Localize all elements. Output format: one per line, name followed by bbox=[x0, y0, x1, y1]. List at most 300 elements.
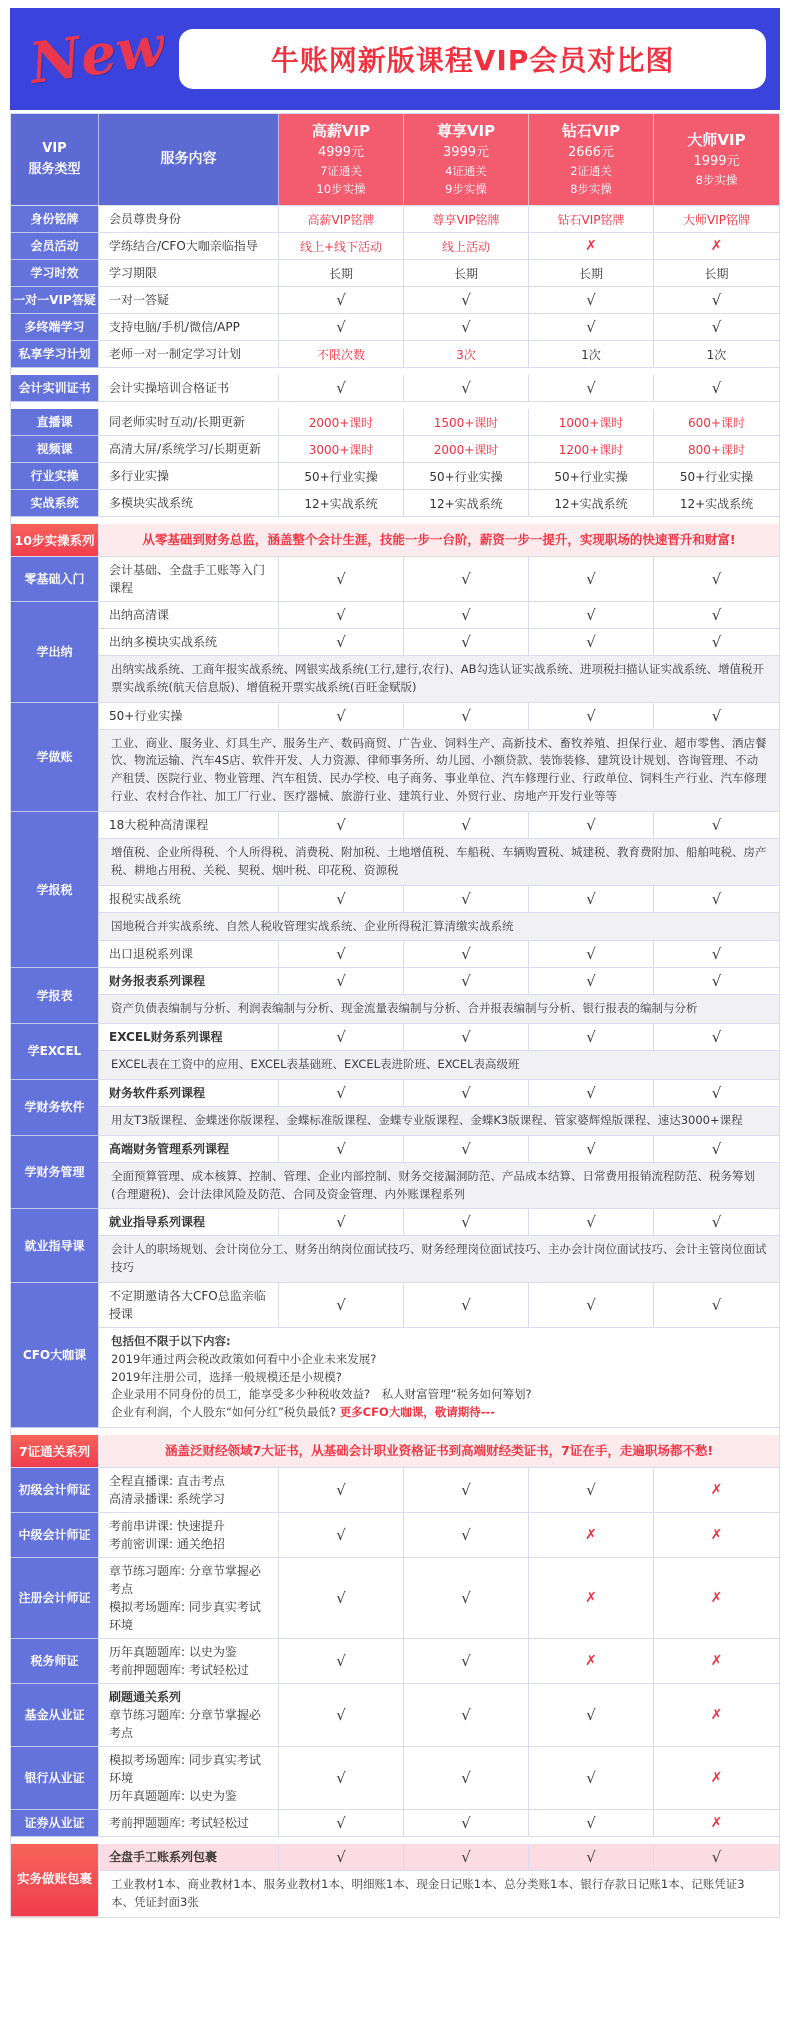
plan-value-cell bbox=[404, 206, 529, 232]
sidebar-label: 就业指导课 bbox=[11, 1209, 99, 1283]
detail-row: 增值税、企业所得税、个人所得税、消费税、附加税、土地增值税、车船税、车辆购置税、城建税、教育费附加、船舶吨税、房产税、耕地占用税、关税、契税、烟叶税、印花税、资源税 bbox=[99, 839, 779, 886]
row-gap bbox=[11, 402, 779, 409]
plan-value-cell bbox=[529, 703, 654, 729]
table-group bbox=[11, 233, 779, 260]
value-text: 1次 bbox=[581, 347, 601, 362]
check-icon: √ bbox=[461, 815, 471, 834]
service-content-cell: 出纳多模块实战系统 bbox=[99, 629, 279, 655]
check-icon: √ bbox=[336, 1083, 346, 1102]
plan-value-cell bbox=[529, 941, 654, 967]
plan-value-cell bbox=[529, 314, 654, 340]
table-group bbox=[11, 1810, 779, 1837]
text-segment: 更多CFO大咖课，敬请期待--- bbox=[339, 1405, 496, 1420]
group-rows bbox=[99, 1080, 779, 1136]
group-rows bbox=[99, 1810, 779, 1837]
text-line bbox=[111, 1386, 767, 1404]
group-rows bbox=[99, 812, 779, 968]
group-rows bbox=[99, 1684, 779, 1747]
check-icon: √ bbox=[586, 972, 596, 991]
plan-value-cell bbox=[654, 886, 779, 912]
sidebar-label: 一对一VIP答疑 bbox=[11, 287, 99, 314]
check-icon: √ bbox=[461, 1589, 471, 1608]
check-icon: √ bbox=[336, 1769, 346, 1788]
text-segment: 高清录播课: 系统学习 bbox=[109, 1492, 225, 1507]
service-content-cell: 全盘手工账系列包裹 bbox=[99, 1844, 279, 1870]
plan-value-cell bbox=[279, 1468, 404, 1512]
plan-header bbox=[279, 114, 404, 205]
service-content-cell: 高清大屏/系统学习/长期更新 bbox=[99, 436, 279, 462]
plan-value-cell bbox=[529, 629, 654, 655]
check-icon: √ bbox=[461, 1083, 471, 1102]
plan-value-cell bbox=[654, 557, 779, 601]
table-group bbox=[11, 206, 779, 233]
plan-value-cell bbox=[279, 1810, 404, 1836]
check-icon: √ bbox=[711, 1213, 722, 1232]
vip-type-header bbox=[11, 114, 99, 205]
service-content-cell: 会计实操培训合格证书 bbox=[99, 375, 279, 401]
check-icon: √ bbox=[586, 1481, 596, 1500]
group-rows bbox=[99, 409, 779, 436]
text-segment: 考前押题题库: 考试轻松过 bbox=[109, 1816, 249, 1831]
cross-icon: ✗ bbox=[585, 238, 597, 255]
plan-price: 2666元 bbox=[567, 145, 615, 161]
plan-value-cell bbox=[404, 1283, 529, 1327]
check-icon: √ bbox=[711, 633, 722, 652]
plan-value-cell bbox=[279, 1283, 404, 1327]
sidebar-label: 学EXCEL bbox=[11, 1024, 99, 1080]
check-icon: √ bbox=[336, 889, 346, 908]
section-banner-label: 7证通关系列 bbox=[11, 1435, 99, 1467]
plan-value-cell bbox=[654, 1080, 779, 1106]
plan-value-cell bbox=[529, 206, 654, 232]
check-icon: √ bbox=[461, 570, 471, 589]
plan-value-cell bbox=[654, 1684, 779, 1746]
plan-value-cell bbox=[279, 812, 404, 838]
sidebar-label: 私享学习计划 bbox=[11, 341, 99, 368]
plan-value-cell bbox=[279, 490, 404, 516]
table-row bbox=[99, 409, 779, 436]
check-icon: √ bbox=[586, 706, 596, 725]
value-text: 1500+课时 bbox=[433, 415, 499, 430]
plan-value-cell bbox=[529, 1684, 654, 1746]
plan-value-cell bbox=[529, 1747, 654, 1809]
service-content-cell: 学练结合/CFO大咖亲临指导 bbox=[99, 233, 279, 259]
plan-price: 4999元 bbox=[317, 145, 365, 161]
value-text: 12+实战系统 bbox=[304, 496, 378, 511]
table-row bbox=[99, 1136, 779, 1163]
group-rows bbox=[99, 233, 779, 260]
plan-value-cell bbox=[404, 629, 529, 655]
plan-value-cell bbox=[529, 1209, 654, 1235]
page-title: 牛账网新版课程VIP会员对比图 bbox=[270, 44, 675, 77]
plan-header bbox=[404, 114, 529, 205]
check-icon: √ bbox=[461, 633, 471, 652]
table-row bbox=[99, 1810, 779, 1837]
sidebar-label: 银行从业证 bbox=[11, 1747, 99, 1810]
plan-value-cell bbox=[654, 436, 779, 462]
table-group bbox=[11, 287, 779, 314]
check-icon: √ bbox=[711, 706, 722, 725]
check-icon: √ bbox=[586, 379, 596, 398]
sidebar-label: 会计实训证书 bbox=[11, 375, 99, 402]
sidebar-label: 学报税 bbox=[11, 812, 99, 968]
text-line bbox=[111, 1404, 767, 1422]
sidebar-label: 学习时效 bbox=[11, 260, 99, 287]
check-icon: √ bbox=[711, 889, 722, 908]
plan-value-cell bbox=[279, 233, 404, 259]
group-rows bbox=[99, 1136, 779, 1210]
check-icon: √ bbox=[336, 318, 346, 337]
check-icon: √ bbox=[711, 318, 722, 337]
cross-icon: ✗ bbox=[585, 1653, 597, 1670]
text-line bbox=[109, 1688, 181, 1706]
cross-icon: ✗ bbox=[710, 1815, 723, 1832]
value-text: 3000+课时 bbox=[308, 442, 374, 457]
value-text: 高薪VIP铭牌 bbox=[307, 212, 375, 227]
plan-value-cell bbox=[529, 602, 654, 628]
table-body bbox=[11, 206, 779, 1917]
plan-value-cell bbox=[654, 703, 779, 729]
check-icon: √ bbox=[711, 1296, 722, 1315]
table-group bbox=[11, 314, 779, 341]
check-icon: √ bbox=[461, 889, 471, 908]
sidebar-label: 税务师证 bbox=[11, 1639, 99, 1684]
check-icon: √ bbox=[336, 1848, 346, 1867]
value-text: 1000+课时 bbox=[558, 415, 624, 430]
text-line bbox=[109, 1751, 268, 1787]
plan-value-cell bbox=[529, 375, 654, 401]
text-segment: 历年真题题库: 以史为鉴 bbox=[109, 1645, 237, 1660]
plan-value-cell bbox=[529, 886, 654, 912]
service-content-cell: 会员尊贵身份 bbox=[99, 206, 279, 232]
text-line bbox=[109, 1472, 225, 1490]
plan-value-cell bbox=[654, 629, 779, 655]
plan-value-cell bbox=[279, 206, 404, 232]
value-text: 50+行业实操 bbox=[429, 469, 503, 484]
check-icon: √ bbox=[461, 972, 471, 991]
group-rows bbox=[99, 703, 779, 812]
plan-value-cell bbox=[404, 375, 529, 401]
plan-feature: 9步实操 bbox=[445, 182, 487, 197]
text-segment: 考前押题题库: 考试轻松过 bbox=[109, 1663, 249, 1678]
table-group bbox=[11, 260, 779, 287]
table-row bbox=[99, 886, 779, 913]
table-group bbox=[11, 1684, 779, 1747]
cross-icon: ✗ bbox=[710, 238, 723, 255]
check-icon: √ bbox=[711, 379, 722, 398]
check-icon: √ bbox=[586, 1706, 596, 1725]
plan-value-cell bbox=[654, 1513, 779, 1557]
comparison-table bbox=[10, 113, 780, 1918]
table-row bbox=[99, 436, 779, 463]
detail-row: 会计人的职场规划、会计岗位分工、财务出纳岗位面试技巧、财务经理岗位面试技巧、主办会计岗位面试技巧、会计主管岗位面试技巧 bbox=[99, 1236, 779, 1283]
value-text: 长期 bbox=[578, 266, 603, 281]
check-icon: √ bbox=[461, 1481, 471, 1500]
sidebar-label: 行业实操 bbox=[11, 463, 99, 490]
service-content-cell: 18大税种高清课程 bbox=[99, 812, 279, 838]
plan-value-cell bbox=[654, 206, 779, 232]
plan-value-cell bbox=[404, 1810, 529, 1836]
value-text: 600+课时 bbox=[688, 415, 745, 430]
check-icon: √ bbox=[711, 1139, 722, 1158]
plan-value-cell bbox=[279, 1747, 404, 1809]
table-row bbox=[99, 1513, 779, 1558]
plan-value-cell bbox=[279, 1513, 404, 1557]
new-badge: New bbox=[25, 12, 169, 97]
plan-value-cell bbox=[279, 463, 404, 489]
table-group bbox=[11, 490, 779, 517]
plan-value-cell bbox=[654, 1468, 779, 1512]
plan-value-cell bbox=[404, 287, 529, 313]
check-icon: √ bbox=[711, 1848, 722, 1867]
plan-value-cell bbox=[529, 1558, 654, 1638]
service-content-cell: 报税实战系统 bbox=[99, 886, 279, 912]
check-icon: √ bbox=[336, 1481, 346, 1500]
check-icon: √ bbox=[586, 1848, 596, 1867]
table-group bbox=[11, 1558, 779, 1639]
vip-comparison-page bbox=[0, 8, 790, 1918]
group-rows bbox=[99, 490, 779, 517]
plan-value-cell bbox=[404, 1747, 529, 1809]
service-content-cell: 同老师实时互动/长期更新 bbox=[99, 409, 279, 435]
table-row bbox=[99, 557, 779, 602]
group-rows bbox=[99, 602, 779, 703]
plan-value-cell bbox=[404, 557, 529, 601]
value-text: 2000+课时 bbox=[308, 415, 374, 430]
detail-row: 用友T3版课程、金蝶迷你版课程、金蝶标准版课程、金蝶专业版课程、金蝶K3版课程、管家婆辉煌版课程、速达3000+课程 bbox=[99, 1107, 779, 1136]
value-text: 长期 bbox=[704, 266, 729, 281]
row-gap bbox=[11, 368, 779, 375]
group-rows bbox=[99, 1844, 779, 1917]
cross-icon: ✗ bbox=[710, 1590, 723, 1607]
group-rows bbox=[99, 1639, 779, 1684]
title-box bbox=[179, 29, 766, 89]
table-row bbox=[99, 314, 779, 341]
row-gap bbox=[11, 517, 779, 524]
check-icon: √ bbox=[461, 1526, 471, 1545]
plan-value-cell bbox=[279, 375, 404, 401]
value-text: 12+实战系统 bbox=[429, 496, 503, 511]
check-icon: √ bbox=[711, 570, 722, 589]
check-icon: √ bbox=[586, 570, 596, 589]
text-segment: 2019年通过两会税改政策如何看中小企业未来发展? bbox=[111, 1351, 377, 1366]
plan-value-cell bbox=[404, 1024, 529, 1050]
detail-row: 工业教材1本、商业教材1本、服务业教材1本、明细账1本、现金日记账1本、总分类账1本、银行存款日记账1本、记账凭证3本、凭证封面3张 bbox=[99, 1871, 779, 1917]
plan-value-cell bbox=[404, 941, 529, 967]
vip-type-line: 服务类型 bbox=[28, 161, 81, 177]
text-line bbox=[109, 1490, 225, 1508]
check-icon: √ bbox=[586, 1139, 596, 1158]
check-icon: √ bbox=[461, 1139, 471, 1158]
table-group bbox=[11, 1283, 779, 1428]
table-row bbox=[99, 1024, 779, 1051]
section-banner-desc: 涵盖泛财经领域7大证书，从基础会计职业资格证书到高端财经类证书，7证在手，走遍职场都不愁! bbox=[99, 1435, 779, 1467]
plan-value-cell bbox=[279, 968, 404, 994]
table-group bbox=[11, 1639, 779, 1684]
check-icon: √ bbox=[711, 1028, 722, 1047]
value-text: 800+课时 bbox=[688, 442, 745, 457]
plan-value-cell bbox=[529, 1136, 654, 1162]
cross-icon: ✗ bbox=[710, 1770, 723, 1787]
table-row bbox=[99, 287, 779, 314]
sidebar-label: 学财务软件 bbox=[11, 1080, 99, 1136]
check-icon: √ bbox=[336, 379, 346, 398]
value-text: 1次 bbox=[706, 347, 727, 362]
plan-value-cell bbox=[654, 1558, 779, 1638]
plan-value-cell bbox=[404, 812, 529, 838]
plan-value-cell bbox=[279, 409, 404, 435]
check-icon: √ bbox=[336, 291, 346, 310]
plan-header bbox=[529, 114, 654, 205]
cross-icon: ✗ bbox=[585, 1527, 597, 1544]
group-rows bbox=[99, 341, 779, 368]
value-text: 1200+课时 bbox=[558, 442, 624, 457]
table-row bbox=[99, 233, 779, 260]
text-line bbox=[109, 1814, 249, 1832]
text-segment: 章节练习题库: 分章节掌握必考点 bbox=[109, 1708, 261, 1741]
check-icon: √ bbox=[336, 1652, 346, 1671]
table-row bbox=[99, 1080, 779, 1107]
group-rows bbox=[99, 287, 779, 314]
table-row bbox=[99, 602, 779, 629]
check-icon: √ bbox=[336, 1213, 346, 1232]
plan-value-cell bbox=[654, 968, 779, 994]
table-group bbox=[11, 1209, 779, 1283]
plan-value-cell bbox=[404, 1558, 529, 1638]
check-icon: √ bbox=[586, 945, 596, 964]
sidebar-label: 初级会计师证 bbox=[11, 1468, 99, 1513]
plan-value-cell bbox=[529, 1810, 654, 1836]
plan-value-cell bbox=[404, 436, 529, 462]
table-row bbox=[99, 260, 779, 287]
table-group bbox=[11, 409, 779, 436]
plan-feature: 8步实操 bbox=[695, 173, 738, 188]
section-banner bbox=[11, 524, 779, 557]
plan-value-cell bbox=[529, 260, 654, 286]
detail-row: 国地税合并实战系统、自然人税收管理实战系统、企业所得税汇算清缴实战系统 bbox=[99, 913, 779, 942]
group-rows bbox=[99, 1747, 779, 1810]
check-icon: √ bbox=[461, 945, 471, 964]
plan-value-cell bbox=[529, 463, 654, 489]
plan-value-cell bbox=[404, 1468, 529, 1512]
check-icon: √ bbox=[586, 1028, 596, 1047]
text-line bbox=[111, 1333, 767, 1351]
group-rows bbox=[99, 463, 779, 490]
table-row bbox=[99, 206, 779, 233]
check-icon: √ bbox=[586, 1296, 596, 1315]
check-icon: √ bbox=[586, 1769, 596, 1788]
text-line bbox=[109, 1643, 237, 1661]
plan-value-cell bbox=[404, 463, 529, 489]
check-icon: √ bbox=[461, 1652, 471, 1671]
table-group bbox=[11, 1136, 779, 1210]
check-icon: √ bbox=[461, 1814, 471, 1833]
plan-value-cell bbox=[279, 436, 404, 462]
check-icon: √ bbox=[336, 815, 346, 834]
plan-value-cell bbox=[654, 812, 779, 838]
plan-value-cell bbox=[529, 287, 654, 313]
service-content-cell bbox=[99, 1468, 279, 1512]
table-row bbox=[99, 1209, 779, 1236]
plan-name: 钻石VIP bbox=[561, 122, 621, 140]
check-icon: √ bbox=[711, 972, 722, 991]
cross-icon: ✗ bbox=[710, 1707, 723, 1724]
plan-value-cell bbox=[654, 287, 779, 313]
sidebar-label: 基金从业证 bbox=[11, 1684, 99, 1747]
check-icon: √ bbox=[711, 945, 722, 964]
sidebar-label: 学做账 bbox=[11, 703, 99, 812]
plan-value-cell bbox=[529, 436, 654, 462]
sidebar-label: 学报表 bbox=[11, 968, 99, 1024]
sidebar-label: 证券从业证 bbox=[11, 1810, 99, 1837]
plan-value-cell bbox=[279, 1136, 404, 1162]
value-text: 3次 bbox=[456, 347, 476, 362]
service-content-header: 服务内容 bbox=[99, 114, 279, 205]
table-row bbox=[99, 463, 779, 490]
value-text: 不限次数 bbox=[316, 347, 365, 362]
service-content-cell: 出纳高清课 bbox=[99, 602, 279, 628]
plan-value-cell bbox=[279, 1639, 404, 1683]
plan-value-cell bbox=[279, 1558, 404, 1638]
plan-value-cell bbox=[654, 233, 779, 259]
table-row bbox=[99, 968, 779, 995]
plan-value-cell bbox=[279, 287, 404, 313]
text-segment: 全程直播课: 直击考点 bbox=[109, 1474, 225, 1489]
plan-value-cell bbox=[279, 629, 404, 655]
table-group bbox=[11, 341, 779, 368]
plan-value-cell bbox=[404, 1209, 529, 1235]
check-icon: √ bbox=[461, 1769, 471, 1788]
value-text: 12+实战系统 bbox=[554, 496, 628, 511]
plan-value-cell bbox=[279, 886, 404, 912]
service-content-cell: 多行业实操 bbox=[99, 463, 279, 489]
plan-value-cell bbox=[654, 1136, 779, 1162]
check-icon: √ bbox=[586, 1083, 596, 1102]
text-line bbox=[111, 1369, 767, 1387]
plan-value-cell bbox=[404, 341, 529, 367]
check-icon: √ bbox=[586, 815, 596, 834]
plan-value-cell bbox=[654, 1283, 779, 1327]
service-content-cell: 就业指导系列课程 bbox=[99, 1209, 279, 1235]
sidebar-label: 实战系统 bbox=[11, 490, 99, 517]
cross-icon: ✗ bbox=[710, 1653, 723, 1670]
text-line bbox=[111, 1351, 767, 1369]
plan-value-cell bbox=[279, 941, 404, 967]
plan-name: 高薪VIP bbox=[311, 122, 371, 140]
service-content-cell bbox=[99, 1810, 279, 1836]
table-row bbox=[99, 629, 779, 656]
text-segment: 包括但不限于以下内容: bbox=[111, 1334, 231, 1349]
plan-value-cell bbox=[654, 260, 779, 286]
value-text: 50+行业实操 bbox=[304, 469, 378, 484]
text-segment: 章节练习题库: 分章节掌握必考点 bbox=[109, 1564, 261, 1597]
plan-value-cell bbox=[404, 260, 529, 286]
table-row bbox=[99, 375, 779, 402]
plan-value-cell bbox=[279, 314, 404, 340]
plan-value-cell bbox=[404, 1639, 529, 1683]
text-segment: 刷题通关系列 bbox=[109, 1690, 182, 1705]
plan-value-cell bbox=[404, 1513, 529, 1557]
plan-value-cell bbox=[279, 260, 404, 286]
check-icon: √ bbox=[336, 1706, 346, 1725]
group-rows bbox=[99, 968, 779, 1024]
table-row bbox=[99, 1747, 779, 1810]
plan-value-cell bbox=[279, 341, 404, 367]
sidebar-label: 视频课 bbox=[11, 436, 99, 463]
plan-value-cell bbox=[529, 341, 654, 367]
check-icon: √ bbox=[336, 1139, 346, 1158]
detail-row: EXCEL表在工资中的应用、EXCEL表基础班、EXCEL表进阶班、EXCEL表高级班 bbox=[99, 1051, 779, 1080]
